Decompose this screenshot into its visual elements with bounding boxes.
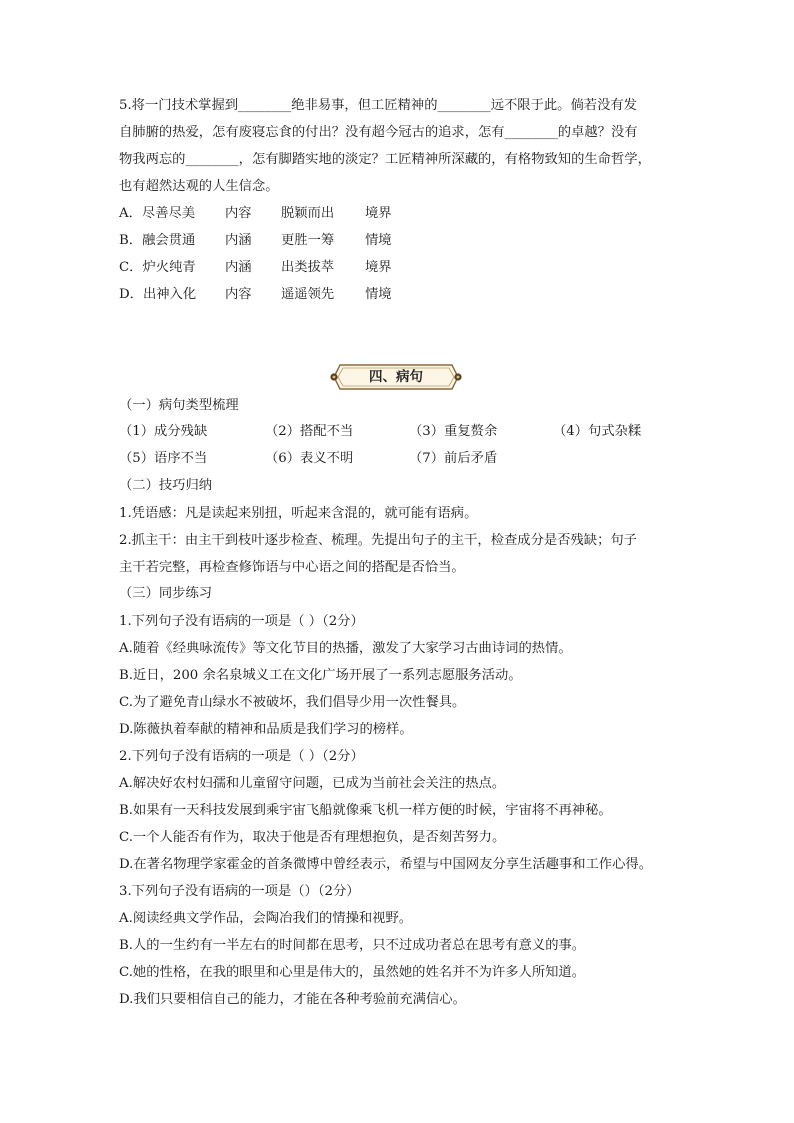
q5-line-1: 5.将一门技术掌握到________绝非易事，但工匠精神的________远不限于此。倘若没有发: [119, 98, 637, 113]
type-item: （1）成分残缺: [119, 424, 208, 439]
question-1-option-c: C.为了避免青山绿水不被破坏，我们倡导少用一次性餐具。: [119, 695, 466, 710]
q5-line-4: 也有超然达观的人生信念。: [119, 179, 279, 194]
type-item: （5）语序不当: [119, 451, 208, 466]
question-3-stem: 3.下列句子没有语病的一项是（）（2分）: [119, 884, 360, 899]
q5-line-3: 物我两忘的________，怎有脚踏实地的淡定？工匠精神所深藏的，有格物致知的生命哲学，: [119, 152, 651, 167]
question-2-stem: 2.下列句子没有语病的一项是（ ）（2分）: [119, 749, 364, 764]
question-2-option-c: C.一个人能否有作为，取决于他是否有理想抱负，是否刻苦努力。: [119, 830, 506, 845]
question-1-stem: 1.下列句子没有语病的一项是（ ）（2分）: [119, 614, 364, 629]
question-1-option-a: A.随着《经典咏流传》等文化节目的热播，激发了大家学习古曲诗词的热情。: [119, 641, 572, 656]
question-2-option-d: D.在著名物理学家霍金的首条微博中曾经表示，希望与中国网友分享生活趣事和工作心得。: [119, 857, 652, 872]
document-page: 5.将一门技术掌握到________绝非易事，但工匠精神的________远不限于此。倘若没有发 自肺腑的热爱，怎有废寝忘食的付出？没有超今冠古的追求，怎有________的卓越？没有 物我两忘的________，怎有脚踏实地的淡定？工匠精神所深藏的，有格物致知的生命哲学， 也有超然达观的人生信念。 A．尽善尽美 内容 脱颖而出 境界 B．融会贯通 内涵 更胜一筹 情境 C．炉火纯青 内涵 出类拔萃 境界 D．出神入化 内容 遥遥领先 情境 四、病句 （一）病句类型梳理 （1）成分残缺 （2）搭配不当 （3）重复赘余 （4）句式杂糅 （5）语序不当 （6）表义不明 （7）前后矛盾 （二）技巧归纳 1.凭语感：凡是读起来别扭，听起来含混的，就可能有语病。 2.抓主干：由主干到枝叶逐步检查、梳理。先提出句子的主干，检查成分是否残缺；句子 主干若完整，再检查修饰语与中心语之间的搭配是否恰当。 （三）同步练习 1.下列句子没有语病的一项是（ ）（2分） A.随着《经典咏流传》等文化节目的热播，激发了大家学习古曲诗词的热情。 B.近日，200 余名泉城义工在文化广场开展了一系列志愿服务活动。 C.为了避免青山绿水不被破坏，我们倡导少用一次性餐具。 D.陈薇执着奉献的精神和品质是我们学习的榜样。 2.下列句子没有语病的一项是（ ）（2分） A.解决好农村妇孺和儿童留守问题，已成为当前社会关注的热点。 B.如果有一天科技发展到乘宇宙飞船就像乘飞机一样方便的时候，宇宙将不再神秘。 C.一个人能否有作为，取决于他是否有理想抱负，是否刻苦努力。 D.在著名物理学家霍金的首条微博中曾经表示，希望与中国网友分享生活趣事和工作心得。 3.下列句子没有语病的一项是（）（2分） A.阅读经典文学作品，会陶冶我们的情操和视野。 B.人的一生约有一半左右的时间都在思考，只不过成功者总在思考有意义的事。 C.她的性格，在我的眼里和心里是伟大的，虽然她的姓名并不为许多人所知道。 D.我们只要相信自己的能力，才能在各种考验前充满信心。: [119, 98, 652, 1007]
type-item: （2）搭配不当: [265, 424, 354, 439]
type-item: （3）重复赘余: [409, 424, 498, 439]
tip-2-line-1: 2.抓主干：由主干到枝叶逐步检查、梳理。先提出句子的主干，检查成分是否残缺；句子: [119, 533, 637, 548]
question-1-option-b: B.近日，200 余名泉城义工在文化广场开展了一系列志愿服务活动。: [119, 668, 522, 683]
type-item: （6）表义不明: [265, 451, 354, 466]
tip-2-line-2: 主干若完整，再检查修饰语与中心语之间的搭配是否恰当。: [119, 560, 465, 575]
question-3-option-c: C.她的性格，在我的眼里和心里是伟大的，虽然她的姓名并不为许多人所知道。: [119, 965, 586, 980]
tip-1: 1.凭语感：凡是读起来别扭，听起来含混的，就可能有语病。: [119, 506, 478, 521]
q5-line-2: 自肺腑的热爱，怎有废寝忘食的付出？没有超今冠古的追求，怎有________的卓越？没有: [119, 125, 638, 140]
subheading-practice: （三）同步练习: [119, 586, 213, 601]
question-3-option-d: D.我们只要相信自己的能力，才能在各种考验前充满信心。: [119, 992, 466, 1007]
question-3-option-a: A.阅读经典文学作品，会陶冶我们的情操和视野。: [119, 911, 413, 926]
section-title: 四、病句: [369, 369, 423, 385]
question-2-option-b: B.如果有一天科技发展到乘宇宙飞船就像乘飞机一样方便的时候，宇宙将不再神秘。: [119, 803, 612, 818]
section-header: [330, 362, 462, 392]
type-item: （4）句式杂糅: [553, 424, 642, 439]
subheading-types: （一）病句类型梳理: [119, 398, 239, 413]
question-2-option-a: A.解决好农村妇孺和儿童留守问题，已成为当前社会关注的热点。: [119, 776, 506, 791]
subheading-tips: （二）技巧归纳: [119, 478, 213, 493]
type-item: （7）前后矛盾: [409, 451, 498, 466]
question-1-option-d: D.陈薇执着奉献的精神和品质是我们学习的榜样。: [119, 722, 413, 737]
question-3-option-b: B.人的一生约有一半左右的时间都在思考，只不过成功者总在思考有意义的事。: [119, 938, 586, 953]
